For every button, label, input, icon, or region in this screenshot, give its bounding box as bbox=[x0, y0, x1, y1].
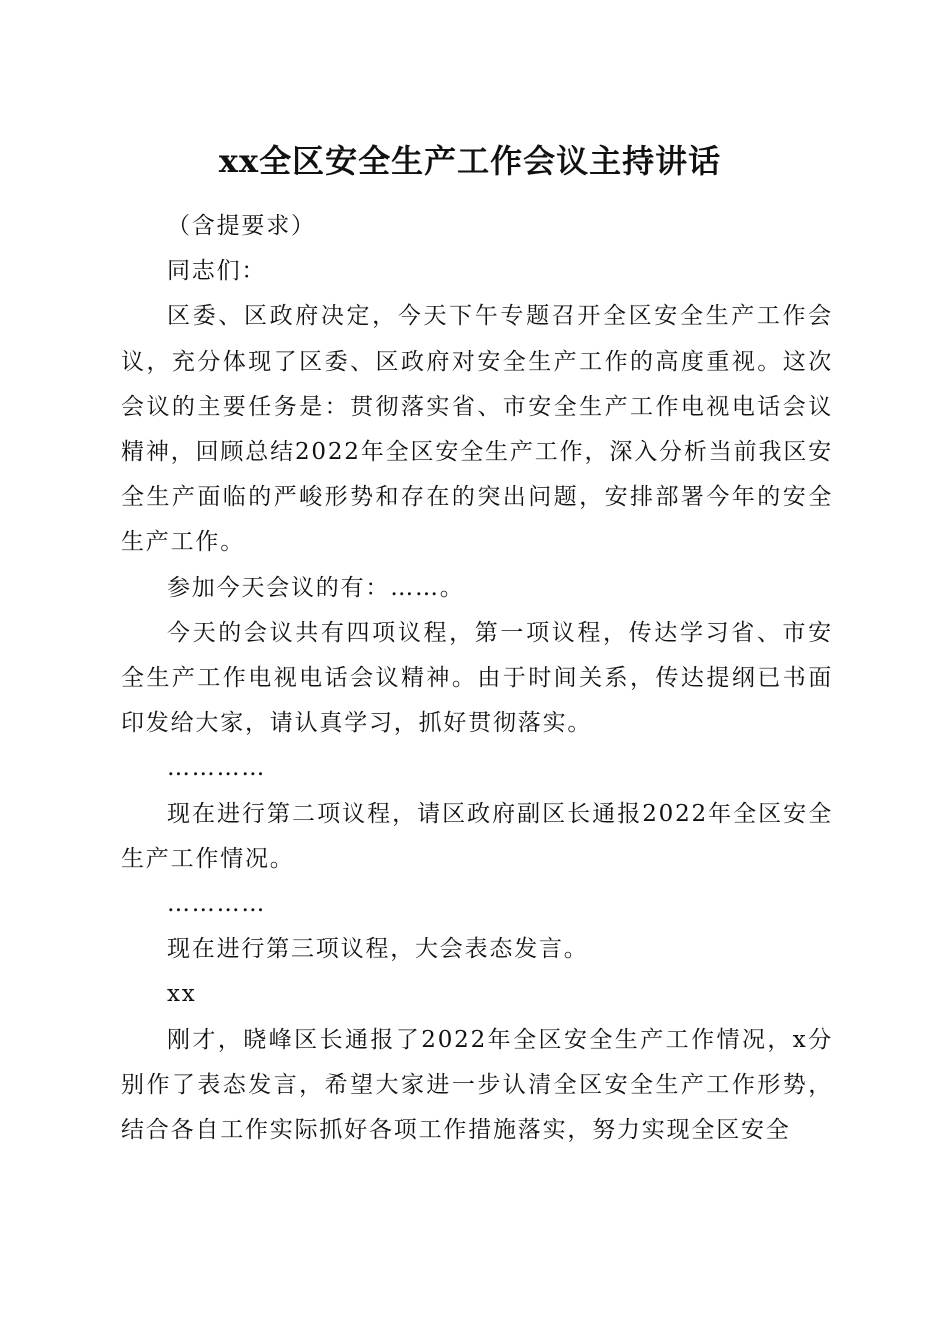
paragraph-note: （含提要求） bbox=[167, 213, 316, 239]
paragraph-agenda-one: 今天的会议共有四项议程，第一项议程，传达学习省、市安全生产工作电视电话会议精神。由于时间关系，传达提纲已书面印发给大家，请认真学习，抓好贯彻落实。 bbox=[121, 619, 833, 737]
paragraph-intro: 区委、区政府决定，今天下午专题召开全区安全生产工作会议，充分体现了区委、区政府对安全生产工作的高度重视。这次会议的主要任务是：贯彻落实省、市安全生产工作电视电话会议精神，回顾总结2022年全区安全生产工作，深入分析当前我区安全生产面临的严峻形势和存在的突出问题，安排部署今年的安全生产工作。 bbox=[121, 303, 833, 556]
paragraph-attendees: 参加今天会议的有：……。 bbox=[167, 574, 465, 601]
paragraph-ellipsis-two: ………… bbox=[167, 891, 267, 918]
paragraph-placeholder: xx bbox=[167, 981, 197, 1008]
paragraph-agenda-three: 现在进行第三项议程，大会表态发言。 bbox=[167, 936, 589, 963]
paragraph-salutation: 同志们： bbox=[167, 258, 267, 285]
document-title: xx全区安全生产工作会议主持讲话 bbox=[218, 142, 722, 180]
paragraph-agenda-two: 现在进行第二项议程，请区政府副区长通报2022年全区安全生产工作情况。 bbox=[121, 800, 833, 872]
document-body bbox=[121, 204, 833, 1153]
paragraph-ellipsis-one: ………… bbox=[167, 755, 267, 782]
paragraph-summary: 刚才，晓峰区长通报了2022年全区安全生产工作情况，x分别作了表态发言，希望大家进一步认清全区安全生产工作形势，结合各自工作实际抓好各项工作措施落实，努力实现全区安全 bbox=[121, 1026, 833, 1144]
